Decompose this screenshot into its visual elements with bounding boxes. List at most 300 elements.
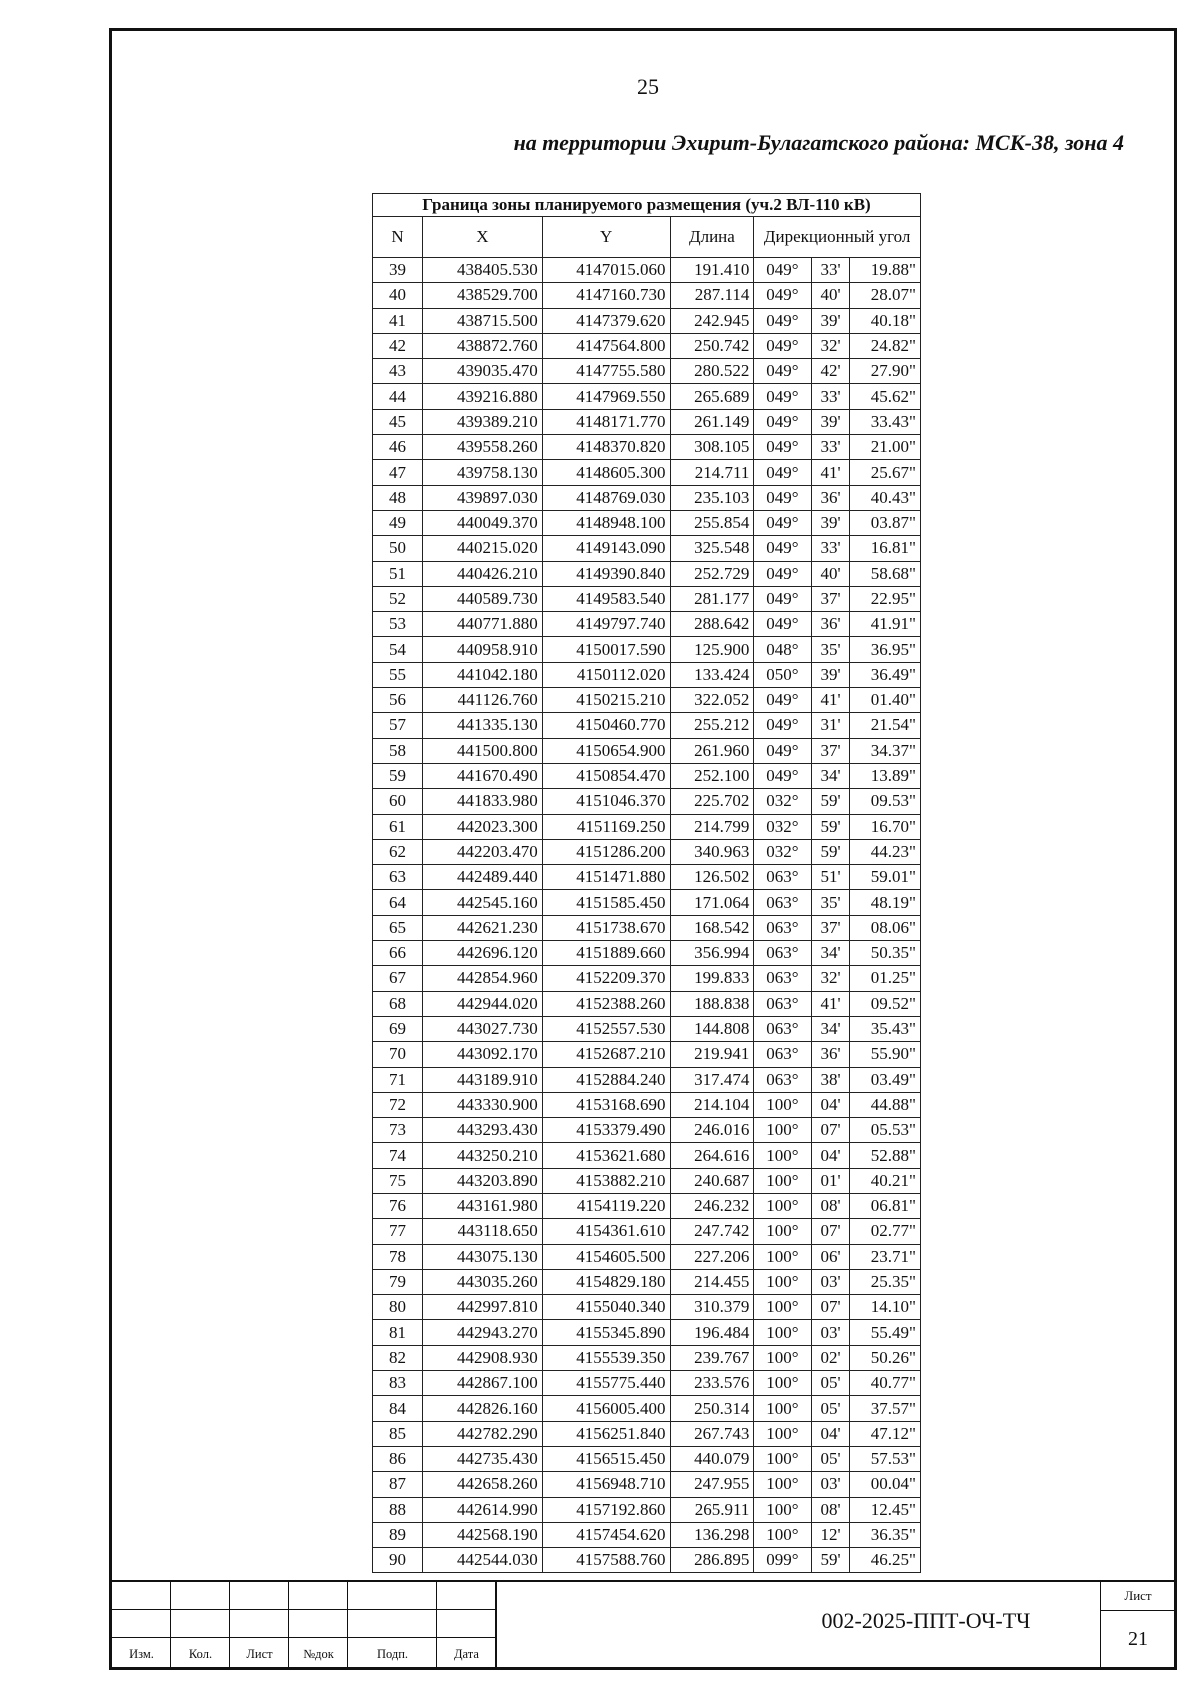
length: 225.702 bbox=[670, 789, 754, 814]
y-coordinate: 4150112.020 bbox=[542, 662, 670, 687]
point-number: 77 bbox=[373, 1219, 423, 1244]
length: 246.016 bbox=[670, 1118, 754, 1143]
length: 267.743 bbox=[670, 1421, 754, 1446]
angle-minutes: 07' bbox=[811, 1295, 850, 1320]
title-block-cell bbox=[437, 1582, 496, 1610]
angle-minutes: 41' bbox=[811, 688, 850, 713]
length: 322.052 bbox=[670, 688, 754, 713]
table-row bbox=[373, 789, 921, 814]
angle-minutes: 39' bbox=[811, 510, 850, 535]
table-row bbox=[373, 359, 921, 384]
length: 280.522 bbox=[670, 359, 754, 384]
x-coordinate: 443092.170 bbox=[423, 1042, 543, 1067]
title-block-cell bbox=[171, 1582, 230, 1610]
table-row bbox=[373, 1118, 921, 1143]
y-coordinate: 4153168.690 bbox=[542, 1092, 670, 1117]
x-coordinate: 442908.930 bbox=[423, 1345, 543, 1370]
angle-degrees: 100° bbox=[754, 1446, 811, 1471]
angle-seconds: 59.01" bbox=[850, 865, 921, 890]
angle-minutes: 05' bbox=[811, 1396, 850, 1421]
angle-seconds: 37.57" bbox=[850, 1396, 921, 1421]
angle-degrees: 100° bbox=[754, 1269, 811, 1294]
angle-degrees: 100° bbox=[754, 1345, 811, 1370]
angle-seconds: 14.10" bbox=[850, 1295, 921, 1320]
table-row bbox=[373, 1016, 921, 1041]
x-coordinate: 438715.500 bbox=[423, 308, 543, 333]
point-number: 78 bbox=[373, 1244, 423, 1269]
angle-degrees: 049° bbox=[754, 688, 811, 713]
angle-degrees: 049° bbox=[754, 333, 811, 358]
angle-degrees: 048° bbox=[754, 637, 811, 662]
title-block-cell bbox=[230, 1610, 289, 1638]
length: 261.960 bbox=[670, 738, 754, 763]
table-row bbox=[373, 991, 921, 1016]
table-row bbox=[373, 1421, 921, 1446]
x-coordinate: 443161.980 bbox=[423, 1193, 543, 1218]
angle-minutes: 05' bbox=[811, 1446, 850, 1471]
angle-minutes: 33' bbox=[811, 435, 850, 460]
x-coordinate: 443189.910 bbox=[423, 1067, 543, 1092]
angle-degrees: 049° bbox=[754, 308, 811, 333]
angle-seconds: 01.40" bbox=[850, 688, 921, 713]
title-block-cell bbox=[112, 1610, 171, 1638]
length: 126.502 bbox=[670, 865, 754, 890]
angle-minutes: 32' bbox=[811, 966, 850, 991]
x-coordinate: 440215.020 bbox=[423, 536, 543, 561]
title-block-divider bbox=[496, 1582, 497, 1670]
table-row bbox=[373, 485, 921, 510]
angle-minutes: 33' bbox=[811, 384, 850, 409]
angle-seconds: 55.90" bbox=[850, 1042, 921, 1067]
angle-seconds: 16.81" bbox=[850, 536, 921, 561]
length: 168.542 bbox=[670, 915, 754, 940]
angle-degrees: 049° bbox=[754, 561, 811, 586]
point-number: 59 bbox=[373, 763, 423, 788]
table-row bbox=[373, 839, 921, 864]
x-coordinate: 440589.730 bbox=[423, 586, 543, 611]
angle-degrees: 032° bbox=[754, 789, 811, 814]
point-number: 74 bbox=[373, 1143, 423, 1168]
angle-minutes: 38' bbox=[811, 1067, 850, 1092]
length: 171.064 bbox=[670, 890, 754, 915]
x-coordinate: 440426.210 bbox=[423, 561, 543, 586]
length: 239.767 bbox=[670, 1345, 754, 1370]
y-coordinate: 4148948.100 bbox=[542, 510, 670, 535]
header-n: N bbox=[373, 217, 423, 258]
table-row bbox=[373, 283, 921, 308]
angle-seconds: 25.35" bbox=[850, 1269, 921, 1294]
y-coordinate: 4147379.620 bbox=[542, 308, 670, 333]
point-number: 69 bbox=[373, 1016, 423, 1041]
angle-seconds: 21.54" bbox=[850, 713, 921, 738]
angle-seconds: 02.77" bbox=[850, 1219, 921, 1244]
angle-degrees: 049° bbox=[754, 713, 811, 738]
point-number: 52 bbox=[373, 586, 423, 611]
y-coordinate: 4152557.530 bbox=[542, 1016, 670, 1041]
angle-degrees: 049° bbox=[754, 485, 811, 510]
angle-minutes: 03' bbox=[811, 1472, 850, 1497]
document-code: 002-2025-ППТ-ОЧ-ТЧ bbox=[821, 1608, 1031, 1633]
angle-degrees: 032° bbox=[754, 839, 811, 864]
length: 440.079 bbox=[670, 1446, 754, 1471]
table-row bbox=[373, 1522, 921, 1547]
x-coordinate: 442023.300 bbox=[423, 814, 543, 839]
table-row bbox=[373, 941, 921, 966]
angle-degrees: 049° bbox=[754, 586, 811, 611]
x-coordinate: 442944.020 bbox=[423, 991, 543, 1016]
point-number: 67 bbox=[373, 966, 423, 991]
y-coordinate: 4154119.220 bbox=[542, 1193, 670, 1218]
angle-degrees: 063° bbox=[754, 1067, 811, 1092]
point-number: 46 bbox=[373, 435, 423, 460]
angle-seconds: 22.95" bbox=[850, 586, 921, 611]
angle-seconds: 36.49" bbox=[850, 662, 921, 687]
x-coordinate: 439558.260 bbox=[423, 435, 543, 460]
length: 287.114 bbox=[670, 283, 754, 308]
x-coordinate: 438529.700 bbox=[423, 283, 543, 308]
angle-degrees: 100° bbox=[754, 1244, 811, 1269]
table-row bbox=[373, 409, 921, 434]
y-coordinate: 4151046.370 bbox=[542, 789, 670, 814]
point-number: 60 bbox=[373, 789, 423, 814]
point-number: 40 bbox=[373, 283, 423, 308]
angle-degrees: 100° bbox=[754, 1092, 811, 1117]
angle-degrees: 049° bbox=[754, 283, 811, 308]
x-coordinate: 442696.120 bbox=[423, 941, 543, 966]
length: 356.994 bbox=[670, 941, 754, 966]
title-block-cell bbox=[348, 1582, 437, 1610]
x-coordinate: 441670.490 bbox=[423, 763, 543, 788]
angle-seconds: 09.53" bbox=[850, 789, 921, 814]
point-number: 70 bbox=[373, 1042, 423, 1067]
point-number: 53 bbox=[373, 612, 423, 637]
angle-degrees: 063° bbox=[754, 941, 811, 966]
angle-minutes: 42' bbox=[811, 359, 850, 384]
angle-seconds: 35.43" bbox=[850, 1016, 921, 1041]
angle-degrees: 049° bbox=[754, 258, 811, 283]
length: 265.689 bbox=[670, 384, 754, 409]
point-number: 45 bbox=[373, 409, 423, 434]
table-row bbox=[373, 1244, 921, 1269]
table-row bbox=[373, 612, 921, 637]
table-row bbox=[373, 1497, 921, 1522]
angle-seconds: 57.53" bbox=[850, 1446, 921, 1471]
x-coordinate: 442997.810 bbox=[423, 1295, 543, 1320]
table-row bbox=[373, 1295, 921, 1320]
length: 214.455 bbox=[670, 1269, 754, 1294]
y-coordinate: 4150654.900 bbox=[542, 738, 670, 763]
title-block-cell bbox=[437, 1610, 496, 1638]
point-number: 83 bbox=[373, 1371, 423, 1396]
angle-seconds: 16.70" bbox=[850, 814, 921, 839]
y-coordinate: 4156251.840 bbox=[542, 1421, 670, 1446]
length: 214.711 bbox=[670, 460, 754, 485]
point-number: 63 bbox=[373, 865, 423, 890]
angle-seconds: 21.00" bbox=[850, 435, 921, 460]
angle-degrees: 049° bbox=[754, 763, 811, 788]
length: 214.104 bbox=[670, 1092, 754, 1117]
angle-degrees: 100° bbox=[754, 1421, 811, 1446]
x-coordinate: 443293.430 bbox=[423, 1118, 543, 1143]
angle-minutes: 03' bbox=[811, 1269, 850, 1294]
angle-minutes: 59' bbox=[811, 789, 850, 814]
length: 227.206 bbox=[670, 1244, 754, 1269]
angle-minutes: 34' bbox=[811, 763, 850, 788]
point-number: 84 bbox=[373, 1396, 423, 1421]
point-number: 80 bbox=[373, 1295, 423, 1320]
angle-degrees: 049° bbox=[754, 409, 811, 434]
x-coordinate: 442735.430 bbox=[423, 1446, 543, 1471]
title-block-cell bbox=[348, 1610, 437, 1638]
angle-degrees: 100° bbox=[754, 1118, 811, 1143]
angle-seconds: 13.89" bbox=[850, 763, 921, 788]
point-number: 68 bbox=[373, 991, 423, 1016]
angle-degrees: 100° bbox=[754, 1472, 811, 1497]
x-coordinate: 442854.960 bbox=[423, 966, 543, 991]
title-block-label: Подп. bbox=[376, 1647, 409, 1661]
point-number: 85 bbox=[373, 1421, 423, 1446]
y-coordinate: 4148171.770 bbox=[542, 409, 670, 434]
length: 308.105 bbox=[670, 435, 754, 460]
x-coordinate: 442782.290 bbox=[423, 1421, 543, 1446]
angle-seconds: 45.62" bbox=[850, 384, 921, 409]
y-coordinate: 4153379.490 bbox=[542, 1118, 670, 1143]
angle-seconds: 47.12" bbox=[850, 1421, 921, 1446]
angle-seconds: 03.49" bbox=[850, 1067, 921, 1092]
point-number: 82 bbox=[373, 1345, 423, 1370]
y-coordinate: 4153621.680 bbox=[542, 1143, 670, 1168]
angle-minutes: 34' bbox=[811, 1016, 850, 1041]
angle-degrees: 100° bbox=[754, 1143, 811, 1168]
y-coordinate: 4154361.610 bbox=[542, 1219, 670, 1244]
angle-seconds: 09.52" bbox=[850, 991, 921, 1016]
y-coordinate: 4152388.260 bbox=[542, 991, 670, 1016]
y-coordinate: 4152884.240 bbox=[542, 1067, 670, 1092]
angle-minutes: 59' bbox=[811, 839, 850, 864]
point-number: 87 bbox=[373, 1472, 423, 1497]
x-coordinate: 442614.990 bbox=[423, 1497, 543, 1522]
angle-seconds: 48.19" bbox=[850, 890, 921, 915]
angle-minutes: 04' bbox=[811, 1143, 850, 1168]
table-row bbox=[373, 561, 921, 586]
angle-seconds: 36.35" bbox=[850, 1522, 921, 1547]
table-row bbox=[373, 865, 921, 890]
angle-minutes: 59' bbox=[811, 1548, 850, 1573]
table-row bbox=[373, 1092, 921, 1117]
y-coordinate: 4151738.670 bbox=[542, 915, 670, 940]
y-coordinate: 4157192.860 bbox=[542, 1497, 670, 1522]
table-caption: Граница зоны планируемого размещения (уч.2 ВЛ-110 кВ) bbox=[373, 194, 921, 217]
length: 250.314 bbox=[670, 1396, 754, 1421]
angle-degrees: 063° bbox=[754, 966, 811, 991]
angle-degrees: 049° bbox=[754, 510, 811, 535]
angle-minutes: 12' bbox=[811, 1522, 850, 1547]
table-row bbox=[373, 258, 921, 283]
point-number: 54 bbox=[373, 637, 423, 662]
title-block-label: Дата bbox=[454, 1647, 479, 1661]
angle-minutes: 08' bbox=[811, 1497, 850, 1522]
length: 281.177 bbox=[670, 586, 754, 611]
angle-seconds: 33.43" bbox=[850, 409, 921, 434]
point-number: 50 bbox=[373, 536, 423, 561]
length: 288.642 bbox=[670, 612, 754, 637]
x-coordinate: 442658.260 bbox=[423, 1472, 543, 1497]
y-coordinate: 4149390.840 bbox=[542, 561, 670, 586]
table-body bbox=[373, 258, 921, 1573]
angle-minutes: 39' bbox=[811, 409, 850, 434]
x-coordinate: 442943.270 bbox=[423, 1320, 543, 1345]
x-coordinate: 443118.650 bbox=[423, 1219, 543, 1244]
table-row bbox=[373, 688, 921, 713]
header-x: X bbox=[423, 217, 543, 258]
table-row bbox=[373, 1396, 921, 1421]
y-coordinate: 4151889.660 bbox=[542, 941, 670, 966]
angle-minutes: 40' bbox=[811, 561, 850, 586]
table-row bbox=[373, 1269, 921, 1294]
point-number: 57 bbox=[373, 713, 423, 738]
length: 133.424 bbox=[670, 662, 754, 687]
y-coordinate: 4156005.400 bbox=[542, 1396, 670, 1421]
y-coordinate: 4151286.200 bbox=[542, 839, 670, 864]
length: 340.963 bbox=[670, 839, 754, 864]
angle-degrees: 100° bbox=[754, 1219, 811, 1244]
point-number: 39 bbox=[373, 258, 423, 283]
angle-seconds: 46.25" bbox=[850, 1548, 921, 1573]
header-length: Длина bbox=[670, 217, 754, 258]
angle-degrees: 063° bbox=[754, 991, 811, 1016]
angle-seconds: 36.95" bbox=[850, 637, 921, 662]
angle-seconds: 44.88" bbox=[850, 1092, 921, 1117]
angle-degrees: 049° bbox=[754, 384, 811, 409]
angle-minutes: 37' bbox=[811, 738, 850, 763]
table-row bbox=[373, 1143, 921, 1168]
angle-seconds: 06.81" bbox=[850, 1193, 921, 1218]
angle-seconds: 23.71" bbox=[850, 1244, 921, 1269]
angle-minutes: 06' bbox=[811, 1244, 850, 1269]
x-coordinate: 439035.470 bbox=[423, 359, 543, 384]
angle-minutes: 36' bbox=[811, 1042, 850, 1067]
x-coordinate: 440771.880 bbox=[423, 612, 543, 637]
length: 264.616 bbox=[670, 1143, 754, 1168]
point-number: 76 bbox=[373, 1193, 423, 1218]
table-row bbox=[373, 435, 921, 460]
angle-degrees: 049° bbox=[754, 460, 811, 485]
x-coordinate: 439216.880 bbox=[423, 384, 543, 409]
point-number: 58 bbox=[373, 738, 423, 763]
table-row bbox=[373, 1219, 921, 1244]
x-coordinate: 441833.980 bbox=[423, 789, 543, 814]
x-coordinate: 443027.730 bbox=[423, 1016, 543, 1041]
table-row bbox=[373, 915, 921, 940]
angle-minutes: 04' bbox=[811, 1421, 850, 1446]
angle-seconds: 41.91" bbox=[850, 612, 921, 637]
title-block-label: Лист bbox=[246, 1647, 273, 1661]
table-row bbox=[373, 333, 921, 358]
y-coordinate: 4147015.060 bbox=[542, 258, 670, 283]
y-coordinate: 4156515.450 bbox=[542, 1446, 670, 1471]
angle-seconds: 05.53" bbox=[850, 1118, 921, 1143]
angle-seconds: 00.04" bbox=[850, 1472, 921, 1497]
angle-degrees: 063° bbox=[754, 1016, 811, 1041]
point-number: 72 bbox=[373, 1092, 423, 1117]
sheet-label: Лист bbox=[1124, 1588, 1152, 1603]
table-row bbox=[373, 1446, 921, 1471]
angle-degrees: 100° bbox=[754, 1295, 811, 1320]
point-number: 55 bbox=[373, 662, 423, 687]
title-block-cell bbox=[289, 1582, 348, 1610]
length: 317.474 bbox=[670, 1067, 754, 1092]
angle-seconds: 34.37" bbox=[850, 738, 921, 763]
title-block-label: №док bbox=[303, 1647, 334, 1661]
table-row bbox=[373, 662, 921, 687]
header-angle: Дирекционный угол bbox=[754, 217, 921, 258]
y-coordinate: 4150854.470 bbox=[542, 763, 670, 788]
angle-degrees: 049° bbox=[754, 536, 811, 561]
x-coordinate: 441500.800 bbox=[423, 738, 543, 763]
x-coordinate: 442489.440 bbox=[423, 865, 543, 890]
length: 125.900 bbox=[670, 637, 754, 662]
table-row bbox=[373, 1371, 921, 1396]
x-coordinate: 440049.370 bbox=[423, 510, 543, 535]
length: 233.576 bbox=[670, 1371, 754, 1396]
angle-minutes: 04' bbox=[811, 1092, 850, 1117]
y-coordinate: 4152687.210 bbox=[542, 1042, 670, 1067]
point-number: 47 bbox=[373, 460, 423, 485]
table-row bbox=[373, 1320, 921, 1345]
length: 250.742 bbox=[670, 333, 754, 358]
y-coordinate: 4150017.590 bbox=[542, 637, 670, 662]
angle-minutes: 08' bbox=[811, 1193, 850, 1218]
length: 247.955 bbox=[670, 1472, 754, 1497]
angle-seconds: 01.25" bbox=[850, 966, 921, 991]
angle-minutes: 59' bbox=[811, 814, 850, 839]
point-number: 48 bbox=[373, 485, 423, 510]
point-number: 56 bbox=[373, 688, 423, 713]
length: 255.212 bbox=[670, 713, 754, 738]
angle-minutes: 07' bbox=[811, 1118, 850, 1143]
title-block-cell bbox=[289, 1610, 348, 1638]
length: 136.298 bbox=[670, 1522, 754, 1547]
x-coordinate: 439897.030 bbox=[423, 485, 543, 510]
y-coordinate: 4150460.770 bbox=[542, 713, 670, 738]
table-row bbox=[373, 1193, 921, 1218]
x-coordinate: 439389.210 bbox=[423, 409, 543, 434]
length: 196.484 bbox=[670, 1320, 754, 1345]
y-coordinate: 4151471.880 bbox=[542, 865, 670, 890]
angle-minutes: 36' bbox=[811, 485, 850, 510]
angle-degrees: 063° bbox=[754, 1042, 811, 1067]
angle-seconds: 19.88" bbox=[850, 258, 921, 283]
length: 235.103 bbox=[670, 485, 754, 510]
length: 242.945 bbox=[670, 308, 754, 333]
angle-seconds: 58.68" bbox=[850, 561, 921, 586]
angle-minutes: 31' bbox=[811, 713, 850, 738]
angle-seconds: 12.45" bbox=[850, 1497, 921, 1522]
angle-seconds: 03.87" bbox=[850, 510, 921, 535]
title-block-label: Кол. bbox=[188, 1647, 213, 1661]
sheet-number: 21 bbox=[1128, 1628, 1148, 1650]
angle-minutes: 05' bbox=[811, 1371, 850, 1396]
length: 255.854 bbox=[670, 510, 754, 535]
title-block-label: Изм. bbox=[129, 1647, 154, 1661]
angle-seconds: 40.77" bbox=[850, 1371, 921, 1396]
table-row bbox=[373, 814, 921, 839]
table-row bbox=[373, 308, 921, 333]
point-number: 43 bbox=[373, 359, 423, 384]
y-coordinate: 4154829.180 bbox=[542, 1269, 670, 1294]
angle-minutes: 35' bbox=[811, 637, 850, 662]
point-number: 64 bbox=[373, 890, 423, 915]
